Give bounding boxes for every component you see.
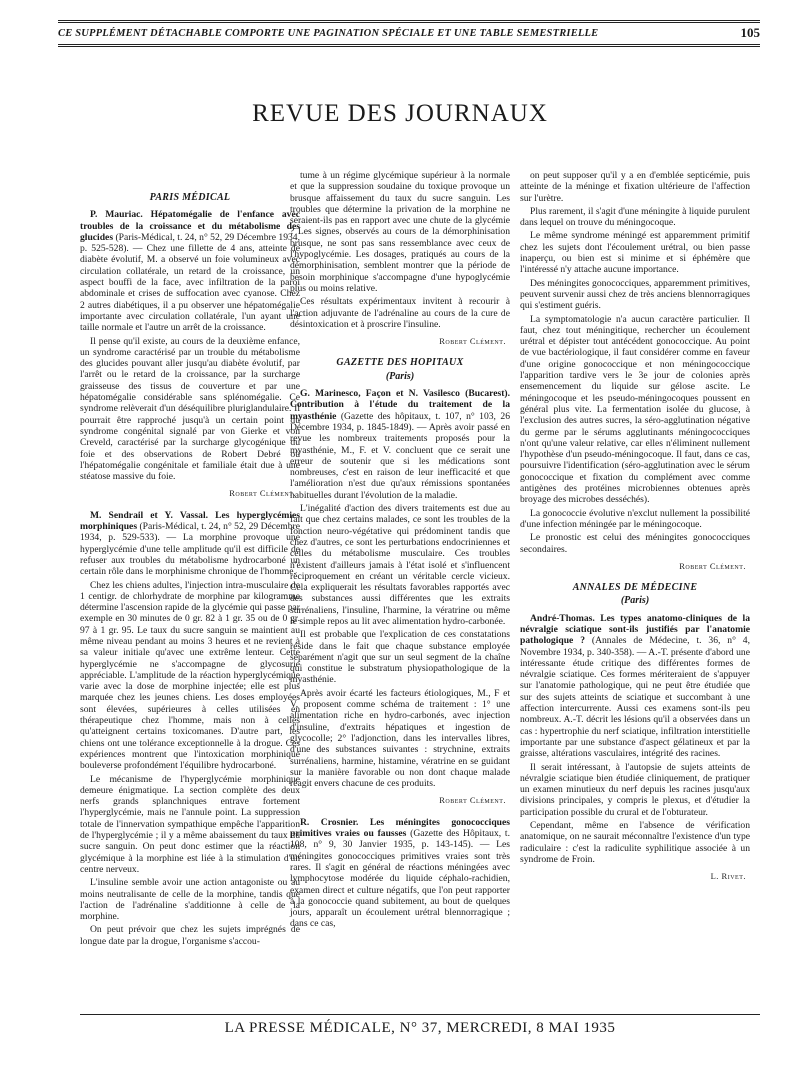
article-text: (Annales de Médecine, t. 36, n° 4, Novembre 1934, p. 340-358). — A.-T. présente d'abord une intéressante étude critique des différentes formes de névralgie sciatique. Ces formes mériteraient de s'appuyer sur l'anatomie pathologique, qui ne peut être étudiée que sur des sujets atteints de sciatique et succombant à une affection intercurrente. Aussi ces examens sont-ils peu nombreux. A.-T. décrit les lésions qu'il a observées dans un cas : hypertrophie du nerf sciatique, infiltration interstitielle importante par une substance d'aspect gélatineux et par la graisse, altérations vasculaires, intégrité des racines. — [520, 635, 750, 760]
running-head-text: CE SUPPLÉMENT DÉTACHABLE COMPORTE UNE PAGINATION SPÉCIALE ET UNE TABLE SEMESTRIELLE — [58, 27, 599, 39]
article-text: Le pronostic est celui des méningites gonococciques secondaires. — [520, 532, 750, 555]
running-header — [58, 24, 760, 42]
article-text: L'inégalité d'action des divers traitements est due au fait que chez certains malades, ce sont les troubles de la fonction neuro-végétative qui prédominent tandis que chez d'autres, ce sont les perturbations endocriniennes et celles du métabolisme musculaire. Ces troubles n'existent d'ailleurs jamais à l'état isolé et s'influencent réciproquement en créant un véritable cercle vicieux. Cela expliquerait les résultats favorables rapportés avec des substances aussi différentes que les extraits surrénaliens, l'insuline, l'harmine, la vératrine ou même le simple repos au lit avec alimentation hydro-carbonée. — [290, 503, 510, 627]
article-text: Il serait intéressant, à l'autopsie de sujets atteints de névralgie sciatique bien étudiée cliniquement, de pratiquer un examen minutieux du nerf depuis les racines jusqu'aux divisions principales, y compris le plexus, et d'étudier la participation possible du crural et de l'obturateur. — [520, 761, 750, 818]
article-title: G. Marinesco, Façon et N. Vasilesco (Bucarest). Contribution à l'étude du traitement de la myasthénie — [290, 388, 510, 422]
article-text: (Paris-Médical, t. 24, n° 52, 29 Décembre 1934, p. 525-528). — Chez une fillette de 4 ans, atteinte de diabète évolutif, M. a observé un foie volumineux avec circulation collatérale, un retard de la croissance, un aspect bouffi de la face, avec infiltration de la paroi abdominale et crises de suffocation avec cyanose. Chez 2 autres diabétiques, il a pu observer une hépatomégalie importante avec circulation collatérale, l'un ayant une taille normale et l'autre un arrêt de la croissance. — [80, 231, 300, 334]
article-text: (Gazette des Hôpitaux, t. 108, n° 9, 30 Janvier 1935, p. 143-145). — Les méningites gonococciques primitives vraies sont très rares. Il s'agit en général de réactions méningées avec lymphocytose modérée du liquide céphalo-rachidien, examen direct et culture négatifs, que l'on peut rapporter à la gonococcie quand subitement, au bout de quelques jours, apparaît un écoulement urétral blennorragique ; dans ce cas, — [290, 828, 510, 930]
article-title: André-Thomas. Les types anatomo-cliniques de la névralgie sciatique sont-ils justifiés par l'anatomie pathologique ? — [520, 612, 750, 647]
journal-city: (Paris) — [385, 370, 415, 382]
article-text: La symptomatologie n'a aucun caractère particulier. Il faut, chez tout méningitique, rechercher un écoulement urétral et dépister tout antécédent gonococcique. Au point de vue bactériologique, il faut considérer comme en faveur d'une origine gonococcique et non méningococcique l'apparition tardive vers le 3e jour de colonies après ensemencement du liquide sur gélose ascite. Le méningocoque et les pseudo-méningocoques poussent en général plus vite. La fermentation isolée du glucose, à l'exclusion des autres sucres, la séro-agglutination négative du germe par le sérums agglutinants méningococciques n'ont qu'une valeur relative, car elles n'éliminent nullement l'hypothèse d'un pseudo-méningocoque. Il faut, dans ce cas, poursuivre l'identification (séro-agglutination avec le sérum gonococcique et fixation du complément avec comme antigènes des protéines microbiennes obtenues après broyage des microbes desséchés). — [520, 313, 750, 506]
page-footer: LA PRESSE MÉDICALE, N° 37, MERCREDI, 8 MAI 1935 — [224, 1020, 616, 1036]
article-text: On peut prévoir que chez les sujets imprégnés de longue date par la drogue, l'organisme s'accou- — [80, 924, 300, 947]
article-text: Chez les chiens adultes, l'injection intra-musculaire de 1 centigr. de chlorhydrate de morphine par kilogramme détermine l'ascension rapide de la glycémie qui passe par exemple en 30 minutes de 0 gr. 82 à 1 gr. 35 ou de 0 gr. 97 à 1 gr. 95. Le taux du sucre sanguin se maintient au même niveau pendant au moins 3 heures et ne revient à sa valeur initiale qu'avec une extrême lenteur. Cette hyperglycémie ne s'accompagne de glycosurie appréciable. L'amplitude de la réaction hyperglycémique varie avec la dose de morphine injectée; elle est plus marquée chez les jeunes chiens. Les doses employées sont élevées, supérieures à celles utilisées en thérapeutique chez l'homme, mais non à celles qu'atteignent certains toxicomanes. D'autre part, les chiens ont une tolérance exceptionnelle à la drogue. Ces expériences montrent que l'intoxication morphinique bouleverse profondément l'équilibre hydrocarboné. — [80, 579, 300, 772]
article-text: Le mécanisme de l'hyperglycémie morphinique demeure énigmatique. La section complète des deux nerfs grands splanchniques entrave fortement l'hyperglycémie, mais ne l'annule point. La suppression totale de l'innervation sympathique empêche l'apparition de l'hyperglycémie ; il y a même abaissement du taux du sucre sanguin. On peut donc estimer que la réaction glycémique à la morphine est liée à la stimulation d'un centre nerveux. — [80, 773, 300, 875]
journal-heading: ANNALES DE MÉDECINE — [572, 582, 698, 594]
article-text: Ces résultats expérimentaux invitent à recourir à l'action adjuvante de l'adrénaline au cours de la cure de désintoxication et à proscrire l'insuline. — [290, 296, 510, 330]
top-rule-4 — [58, 46, 760, 47]
journal-heading: PARIS MÉDICAL — [149, 192, 231, 203]
section-title: REVUE DES JOURNAUX — [252, 100, 548, 127]
article-text: La gonococcie évolutive n'exclut nullement la possibilité d'une infection méningée par le méningocoque. — [520, 507, 750, 530]
footer-rule — [80, 1014, 760, 1015]
article-title: M. Sendrail et Y. Vassal. Les hyperglycémies morphiniques — [80, 509, 300, 533]
page-number: 105 — [740, 25, 760, 40]
article-text: Cependant, même en l'absence de vérification anatomique, on ne saurait méconnaître l'existence d'un type radiculaire : c'est la radiculite syphilitique associée à un syndrome de Froin. — [520, 820, 750, 865]
signature: L. Rivet. — [710, 871, 746, 882]
journal-city: (Paris) — [620, 595, 650, 607]
signature: Robert Clément. — [439, 336, 506, 347]
signature: Robert Clément. — [679, 560, 746, 571]
top-rule-2 — [58, 22, 760, 23]
article-text: Il pense qu'il existe, au cours de la deuxième enfance, un syndrome caractérisé par un trouble du métabolisme des glucides pouvant aller jusqu'au diabète évolutif, par l'arrêt ou le retard de la croissance, par la surcharge graisseuse des tissus de couverture et par une hépatomégalie considérable sans splénomégalie. Ce syndrome relèverait d'un déséquilibre pluriglandulaire. Il pourrait être rapproché jusqu'à un certain point du syndrome congénital signalé par von Gierke et von Creveld, caractérisé par la surcharge glycogénique du foie et des observations de Robert Debré où l'hépatomégalie congénitale et familiale était due à une stéatose massive du foie. — [80, 335, 300, 483]
column-2 — [290, 170, 510, 932]
signature: Robert Clément. — [229, 488, 296, 499]
journal-heading: GAZETTE DES HOPITAUX — [336, 357, 464, 369]
article-text: Il est probable que l'explication de ces constatations réside dans le fait que chaque substance employée séparément n'agit que sur un seul segment de la chaîne qui constitue le substratum physiopathologique de la myasthénie. — [290, 629, 510, 686]
article-text: Plus rarement, il s'agit d'une méningite à liquide purulent dans lequel on trouve du méningocoque. — [520, 205, 750, 229]
article-text: (Paris-Médical, t. 24, n° 52, 29 Décembre 1934, p. 529-533). — La morphine provoque une hyperglycémie d'une telle amplitude qu'il est difficile de refuser aux troubles du métabolisme hydrocarboné un certain rôle dans le morphinisme chronique de l'homme. — [80, 521, 300, 578]
article-text: Des méningites gonococciques, apparemment primitives, peuvent survenir aussi chez de très anciens blennorragiques qui s'estiment guéris. — [520, 277, 750, 312]
article-title: R. Crosnier. Les méningites gonococciques primitives vraies ou fausses — [290, 816, 510, 840]
column-3 — [520, 170, 750, 893]
column-1 — [80, 186, 300, 949]
article-text: (Gazette des hôpitaux, t. 107, n° 103, 26 Décembre 1934, p. 1845-1849). — Après avoir passé en revue les nombreux traitements proposés pour la myasthénie, M., F. et V. concluent que ce serait une erreur de soutenir que si les médications sont nombreuses, c'est en raison de leur inefficacité et que l'amélioration n'est due qu'aux rémissions spontanées habituelles durant l'évolution de la maladie. — [290, 410, 510, 501]
article-text: L'insuline semble avoir une action antagoniste ou au moins neutralisante de celle de la morphine, tandis que l'action de l'adrénaline s'additionne à celle de la morphine. — [80, 877, 300, 923]
article-text: Après avoir écarté les facteurs étiologiques, M., F et V. proposent comme schéma de traitement : 1° une alimentation riche en hydro-carbonés, avec injection d'insuline, d'extraits hépatiques et ingestion de glycocolle; 2° l'adjonction, dans les intervalles libres, d'une des substances suivantes : strychnine, extraits surrénaliens, harmine, histamine, vératrine en se guidant sur la manière favorable ou non dont chaque malade réagit envers chacune de ces produits. — [290, 687, 510, 790]
article-text: tume à un régime glycémique supérieur à la normale et que la suppression soudaine du toxique provoque un brusque affaissement du taux du sucre sanguin. Les troubles que détermine la privation de la morphine ne seraient-ils pas en rapport avec une chute de la glycémie ? Les signes, observés au cours de la démorphinisation brusque, ne sont pas sans ressemblance avec ceux de l'hypoglycémie. Les dosages, pratiqués au cours de la démorphinisation, semblent montrer que la période de besoin morphinique s'accompagne d'une hypoglycémie plus ou moins relative. — [290, 170, 510, 294]
article-text: on peut supposer qu'il y a en d'emblée septicémie, puis atteinte de la méninge et fixation ultérieure de l'affection sur l'urètre. — [520, 170, 750, 204]
article-text: Le même syndrome méningé est apparemment primitif chez les sujets dont l'écoulement urétral, ou bien passe inaperçu, ou bien est si minime et si éphémère que l'intéressé n'y attache aucune importance. — [520, 230, 750, 276]
top-rule-3 — [58, 44, 760, 45]
signature: Robert Clément. — [439, 795, 506, 806]
article-title: P. Mauriac. Hépatomégalie de l'enfance avec troubles de la croissance et du métabolisme des glucides — [80, 209, 300, 243]
top-rule-1 — [58, 20, 760, 21]
